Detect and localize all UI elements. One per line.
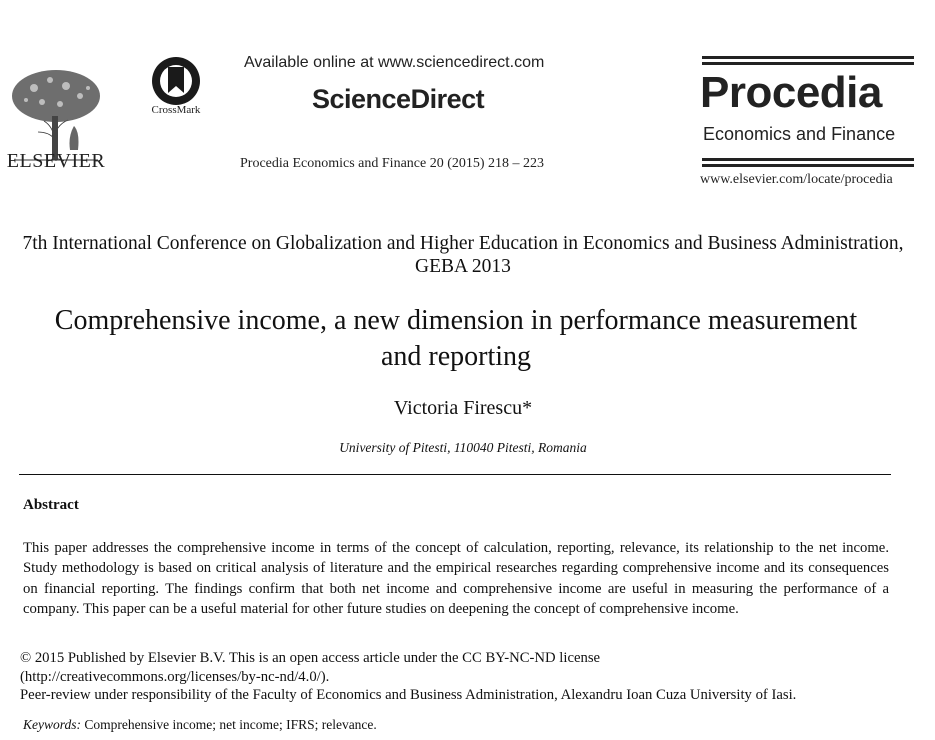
peer-review-line: Peer-review under responsibility of the Faculty of Economics and Business Administration, Alexandru Ioan Cuza University of Iasi.	[20, 687, 797, 703]
license-link[interactable]: (http://creativecommons.org/licenses/by-nc-nd/4.0/).	[20, 668, 330, 685]
procedia-rule-top	[702, 56, 914, 59]
procedia-logo-subtitle: Economics and Finance	[703, 124, 896, 144]
author-affiliation: University of Pitesti, 110040 Pitesti, Romania	[339, 440, 587, 455]
abstract-heading: Abstract	[23, 497, 79, 513]
sciencedirect-logo: ScienceDirect	[312, 84, 485, 114]
keywords-label: Keywords:	[23, 717, 81, 732]
conference-name: 7th International Conference on Globalization and Higher Education in Economics and Business Administration, GEBA 2013	[22, 233, 904, 277]
procedia-url[interactable]: www.elsevier.com/locate/procedia	[700, 172, 893, 187]
procedia-rule-bottom-2	[702, 164, 914, 167]
procedia-rule-top-2	[702, 62, 914, 65]
keywords-line	[23, 717, 377, 733]
author-name: Victoria Firescu*	[393, 397, 533, 419]
copyright-line: © 2015 Published by Elsevier B.V. This is an open access article under the CC BY-NC-ND license	[20, 650, 601, 666]
crossmark-label: CrossMark	[151, 104, 201, 116]
elsevier-wordmark: ELSEVIER	[6, 150, 106, 172]
paper-title: Comprehensive income, a new dimension in performance measurement and reporting	[54, 305, 858, 372]
abstract-body: This paper addresses the comprehensive income in terms of the concept of calculation, reporting, relevance, its relationship to the net income. Study methodology is based on critical analysis of literature and the empirical researches regarding comprehensive income and its consequences on financial reporting. The findings confirm that both net income and comprehensive income are useful in measuring the performance of a company. This paper can be a useful material for other future studies on deepening the concept of comprehensive income.	[23, 540, 889, 617]
procedia-rule-bottom	[702, 158, 914, 161]
available-online-text[interactable]: Available online at www.sciencedirect.com	[244, 54, 545, 71]
journal-reference: Procedia Economics and Finance 20 (2015) 218 – 223	[240, 156, 545, 171]
section-divider	[19, 474, 891, 475]
procedia-logo-title: Procedia	[700, 68, 882, 117]
keywords-text: Comprehensive income; net income; IFRS; relevance.	[84, 717, 377, 732]
copyright-block	[20, 649, 910, 705]
